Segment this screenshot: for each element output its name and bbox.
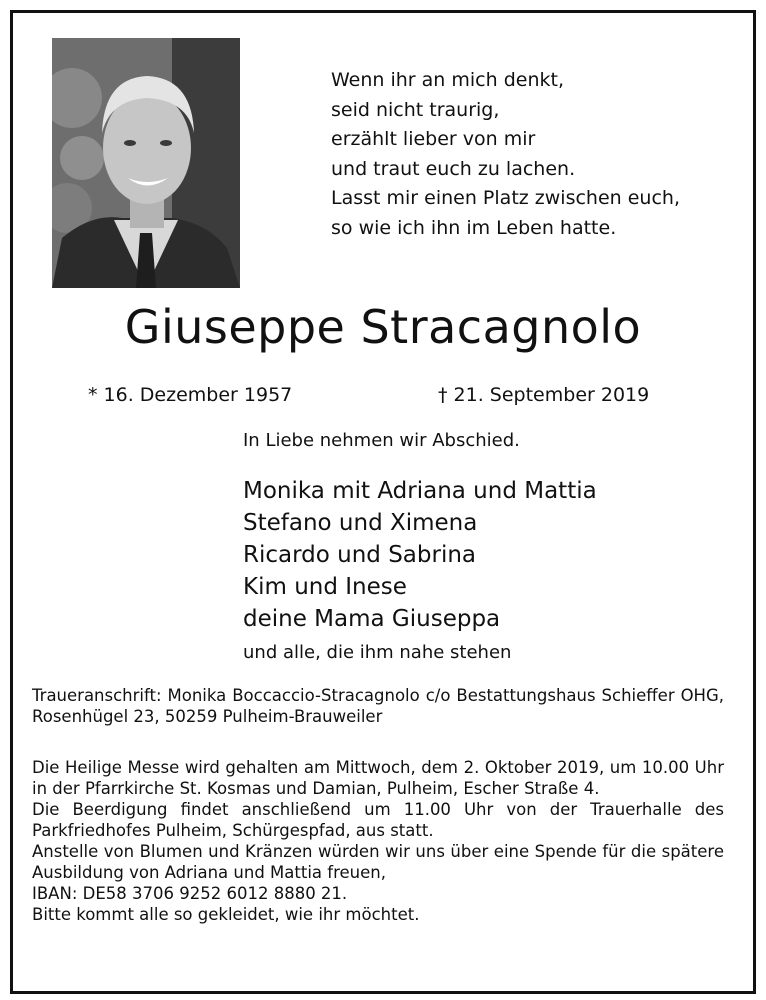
family-member: Monika mit Adriana und Mattia bbox=[243, 478, 597, 504]
death-date: † 21. September 2019 bbox=[438, 384, 650, 406]
family-member: deine Mama Giuseppa bbox=[243, 606, 501, 632]
poem-line: so wie ich ihn im Leben hatte. bbox=[331, 216, 617, 239]
service-paragraph: Bitte kommt alle so gekleidet, wie ihr möchtet. bbox=[32, 905, 420, 924]
service-paragraph: Die Heilige Messe wird gehalten am Mittwoch, dem 2. Oktober 2019, um 10.00 Uhr in der Pfarrkirche St. Kosmas und Damian, Pulheim, Escher Straße 4. bbox=[32, 758, 724, 798]
poem-line: und traut euch zu lachen. bbox=[331, 157, 576, 180]
service-paragraph: Die Beerdigung findet anschließend um 11.00 Uhr von der Trauerhalle des Parkfriedhofes Pulheim, Schürgespfad, aus statt. bbox=[32, 800, 724, 840]
birth-date: * 16. Dezember 1957 bbox=[88, 384, 293, 406]
memorial-poem bbox=[331, 66, 680, 243]
farewell-line: In Liebe nehmen wir Abschied. bbox=[243, 430, 520, 451]
poem-line: seid nicht traurig, bbox=[331, 98, 500, 121]
deceased-name: Giuseppe Stracagnolo bbox=[124, 300, 642, 354]
service-paragraph: IBAN: DE58 3706 9252 6012 8880 21. bbox=[32, 884, 348, 903]
address-text: Traueranschrift: Monika Boccaccio-Stracagnolo c/o Bestattungshaus Schieffer OHG, Rosenhügel 23, 50259 Pulheim-Brauweiler bbox=[32, 686, 724, 726]
family-member: Ricardo und Sabrina bbox=[243, 542, 477, 568]
family-list bbox=[243, 475, 597, 635]
mourning-address bbox=[32, 685, 724, 727]
poem-line: Lasst mir einen Platz zwischen euch, bbox=[331, 187, 680, 209]
closing-line: und alle, die ihm nahe stehen bbox=[243, 642, 512, 663]
service-details bbox=[32, 757, 724, 925]
family-member: Kim und Inese bbox=[243, 574, 407, 600]
poem-line: erzählt lieber von mir bbox=[331, 128, 536, 150]
family-member: Stefano und Ximena bbox=[243, 510, 478, 536]
poem-line: Wenn ihr an mich denkt, bbox=[331, 69, 564, 91]
service-paragraph: Anstelle von Blumen und Kränzen würden wir uns über eine Spende für die spätere Ausbildung von Adriana und Mattia freuen, bbox=[32, 842, 724, 882]
portrait-photo bbox=[52, 38, 240, 288]
